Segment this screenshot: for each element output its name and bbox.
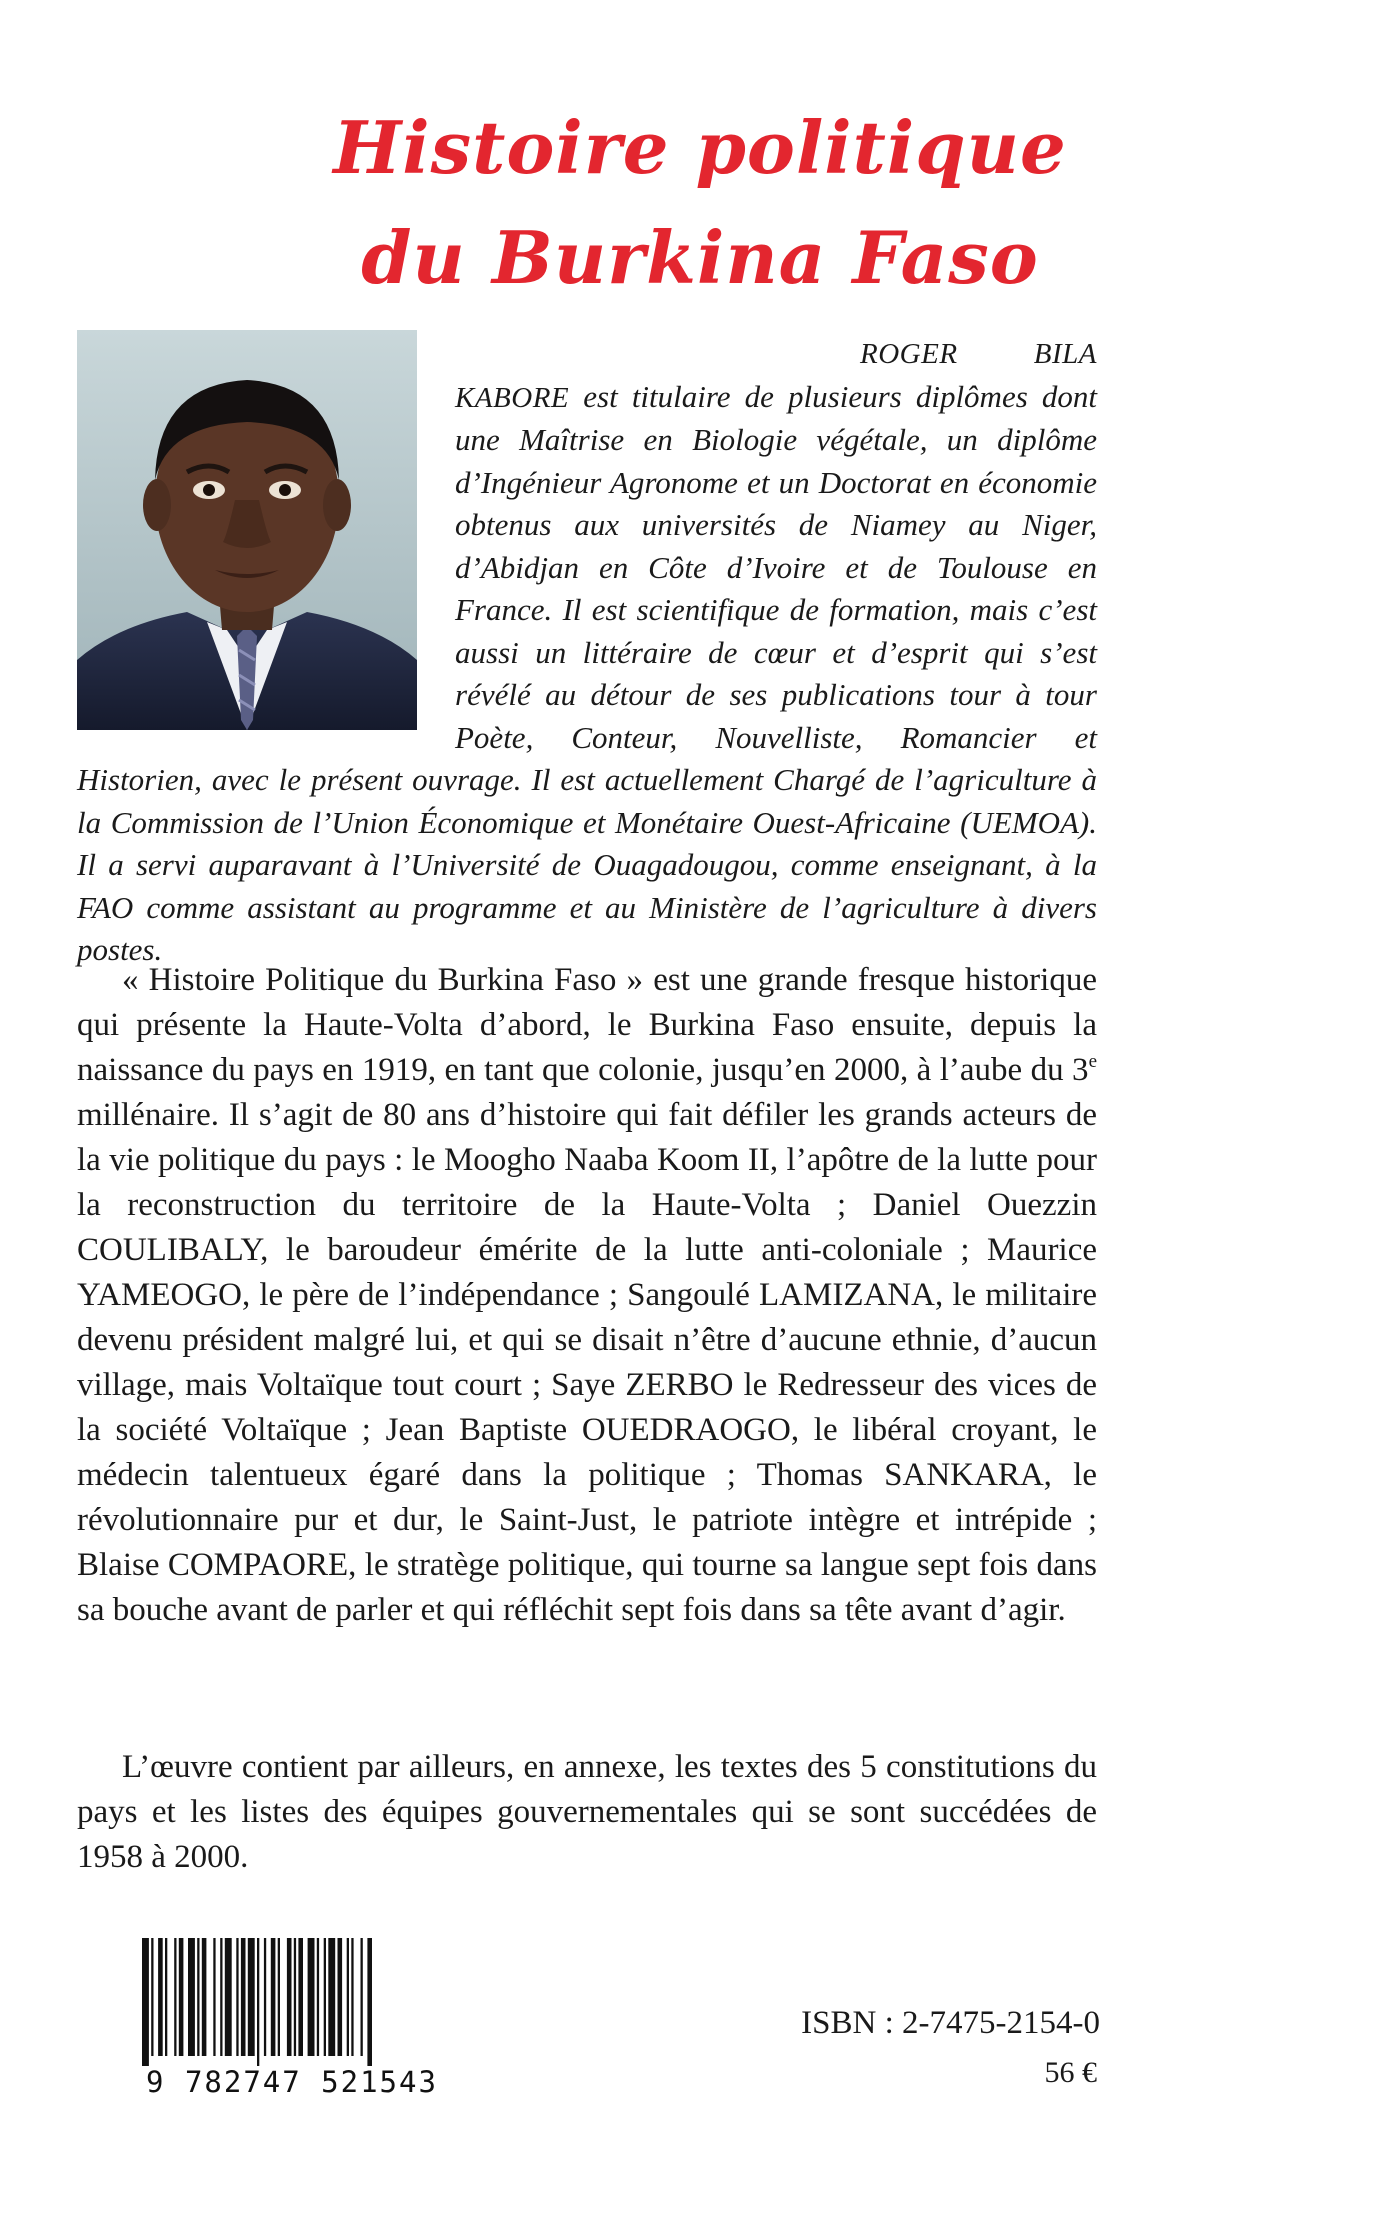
description-paragraph-1	[77, 958, 1097, 1633]
barcode-bar	[278, 1938, 280, 2056]
author-biography-text: est titulaire de plusieurs diplômes dont une Maîtrise en Biologie végétale, un diplôme d’Ingénieur Agronome et un Doctorat en économie obtenus aux universités de Niamey au Niger, d’Abidjan en Côte d’Ivoire et de Toulouse en France. Il est scientifique de formation, mais c’est aussi un littéraire de cœur et d’esprit qui s’est révélé au détour de ses publications tour à tour Poète, Conteur, Nouvelliste, Romancier et Historien, avec le présent ouvrage. Il est actuellement Chargé de l’agriculture à la Commission de l’Union Économique et Monétaire Ouest-Africaine (UEMOA). Il a servi auparavant à l’Université de Ouagadougou, comme enseignant, à la FAO comme assistant au programme et au Ministère de l’agriculture à divers postes.	[77, 378, 1097, 967]
barcode-bar	[248, 1938, 255, 2056]
barcode-bar	[298, 1938, 303, 2056]
barcode-bar	[151, 1938, 153, 2056]
barcode-bar	[338, 1938, 343, 2056]
barcode-bar	[308, 1938, 315, 2056]
barcode-bar	[328, 1938, 335, 2056]
barcode-bar	[264, 1938, 266, 2056]
barcode-bar	[347, 1938, 349, 2056]
barcode-bar	[361, 1938, 363, 2056]
barcode-bar	[220, 1938, 222, 2056]
book-title-line-2: du Burkina Faso	[361, 215, 1039, 300]
barcode-bar	[174, 1938, 176, 2056]
barcode-bar	[179, 1938, 184, 2056]
barcode-bar	[202, 1938, 207, 2056]
author-name: ROGER BILA KABORE	[455, 338, 1097, 414]
barcode-bar	[165, 1938, 167, 2056]
barcode-bar	[197, 1938, 199, 2056]
photo-text-wrap-spacer	[77, 332, 455, 752]
barcode-bars	[142, 1938, 372, 2066]
barcode-bar	[158, 1938, 163, 2056]
description-p1-text-end: millénaire. Il s’agit de 80 ans d’histoire qui fait défiler les grands acteurs de la vie politique du pays : le Moogho Naaba Koom II, l’apôtre de la lutte pour la reconstruction du territoire de la Haute-Volta ; Daniel Ouezzin COULIBALY, le baroudeur émérite de la lutte anti-coloniale ; Maurice YAMEOGO, le père de l’indépendance ; Sangoulé LAMIZANA, le militaire devenu président malgré lui, et qui se disait n’être d’aucune ethnie, d’aucun village, mais Voltaïque tout court ; Saye ZERBO le Redresseur des vices de la société Voltaïque ; Jean Baptiste OUEDRAOGO, le libéral croyant, le médecin talentueux égaré dans la politique ; Thomas SANKARA, le révolutionnaire pur et dur, le Saint-Just, le patriote intègre et intrépide ; Blaise COMPAORE, le stratège politique, qui tourne sa langue sept fois dans sa bouche avant de parler et qui réfléchit sept fois dans sa tête avant d’agir.	[77, 1097, 1097, 1628]
description-paragraph-2: L’œuvre contient par ailleurs, en annexe, les textes des 5 constitutions du pays et les listes des équipes gouvernementales qui se sont succédées de 1958 à 2000.	[77, 1749, 1097, 1875]
barcode-bar	[287, 1938, 292, 2056]
barcode-bar	[367, 1938, 372, 2066]
barcode-bar	[188, 1938, 195, 2056]
book-title-line-1: Histoire politique	[333, 105, 1067, 190]
barcode-bar	[294, 1938, 296, 2056]
barcode-bar	[236, 1938, 238, 2056]
barcode-bar	[271, 1938, 276, 2056]
barcode-bar	[142, 1938, 149, 2066]
barcode-bar	[213, 1938, 215, 2056]
barcode-bar	[225, 1938, 232, 2056]
isbn-barcode	[120, 1938, 465, 2098]
price-label: 56 €	[1044, 2056, 1097, 2089]
description-p1-text-start: « Histoire Politique du Burkina Faso » est une grande fresque historique qui présente la Haute-Volta d’abord, le Burkina Faso ensuite, depuis la naissance du pays en 1919, en tant que colonie, jusqu’en 2000, à l’aube du 3	[77, 962, 1097, 1088]
barcode-digits: 9 782747 521543	[146, 2065, 438, 2098]
author-biography	[77, 332, 1097, 972]
barcode-bar	[257, 1938, 259, 2066]
barcode-bar	[324, 1938, 326, 2056]
isbn-number: ISBN : 2-7475-2154-0	[801, 2005, 1100, 2041]
barcode-bar	[351, 1938, 353, 2056]
barcode-bar	[317, 1938, 319, 2056]
barcode-bar	[241, 1938, 246, 2056]
superscript-e: e	[1088, 1051, 1097, 1072]
